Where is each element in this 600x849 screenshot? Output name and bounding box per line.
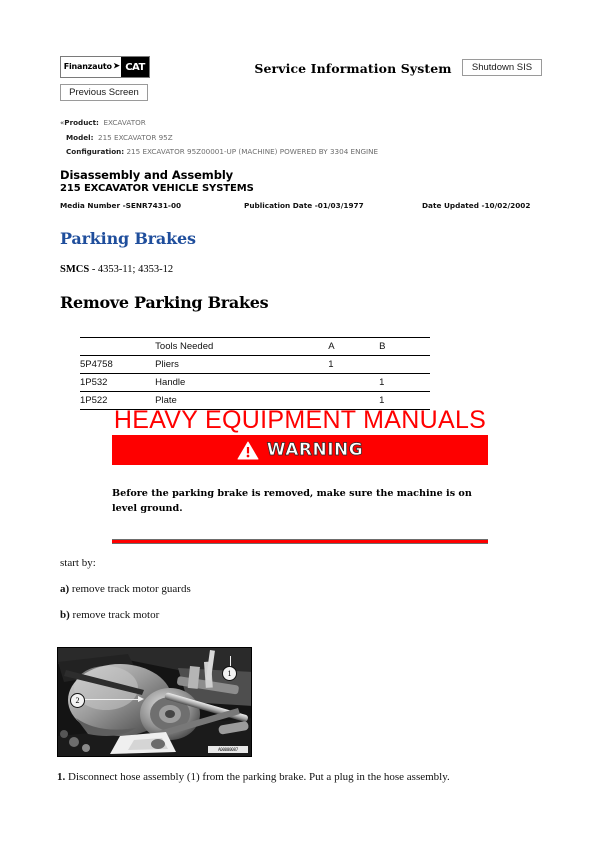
figure-caption bbox=[57, 771, 527, 783]
step-marker: b) bbox=[60, 609, 70, 621]
breadcrumb-product[interactable] bbox=[60, 116, 530, 131]
tool-part-number: 1P522 bbox=[80, 395, 108, 406]
callout-marker-2: 2 bbox=[70, 693, 85, 708]
document-meta bbox=[60, 168, 530, 212]
callout-marker-1: 1 bbox=[222, 666, 237, 681]
breadcrumb-configuration-key: Configuration: bbox=[66, 146, 125, 156]
publication-date: Publication Date -01/03/1977 bbox=[244, 200, 364, 210]
column-header-tools-needed: Tools Needed bbox=[155, 341, 214, 352]
tool-name: Pliers bbox=[155, 359, 179, 370]
list-item bbox=[60, 609, 480, 621]
document-title: Disassembly and Assembly bbox=[60, 168, 234, 182]
tool-qty-b: 1 bbox=[379, 377, 385, 388]
tools-needed-table bbox=[80, 337, 430, 410]
app-title: Service Information System bbox=[254, 61, 452, 76]
callout-2-arrowhead bbox=[138, 696, 144, 702]
cat-logo: CAT bbox=[121, 57, 149, 77]
tool-qty-b bbox=[379, 356, 430, 374]
breadcrumb bbox=[60, 116, 530, 159]
tool-qty-a bbox=[328, 374, 379, 392]
photo-id-tag: A00000087 bbox=[208, 746, 248, 753]
finanzauto-cat-logo bbox=[60, 56, 150, 78]
table-row bbox=[80, 356, 430, 374]
breadcrumb-product-value: EXCAVATOR bbox=[103, 118, 146, 127]
warning-body-text: Before the parking brake is removed, make sure the machine is on level ground. bbox=[112, 488, 472, 514]
warning-triangle-icon bbox=[237, 441, 259, 460]
chevron-right-icon: ➤ bbox=[112, 61, 121, 71]
breadcrumb-configuration-value: 215 EXCAVATOR 95Z00001-UP (MACHINE) POWERED BY 3304 ENGINE bbox=[126, 146, 379, 156]
breadcrumb-product-key: Product: bbox=[64, 118, 99, 127]
figure-photograph bbox=[57, 647, 252, 757]
smcs-label: SMCS bbox=[60, 264, 90, 275]
watermark: HEAVY EQUIPMENT MANUALS bbox=[113, 406, 487, 434]
previous-screen-button[interactable]: Previous Screen bbox=[60, 84, 148, 101]
breadcrumb-back-icon[interactable]: « bbox=[60, 119, 65, 127]
page-header bbox=[60, 56, 542, 106]
warning-bottom-rule bbox=[112, 539, 488, 544]
table-header-row bbox=[80, 338, 430, 356]
photo-graphic bbox=[58, 648, 252, 757]
date-updated: Date Updated -10/02/2002 bbox=[422, 200, 531, 210]
tool-qty-b: 1 bbox=[379, 395, 385, 406]
procedure-title: Remove Parking Brakes bbox=[60, 293, 269, 312]
step-text: remove track motor guards bbox=[71, 583, 191, 595]
document-subtitle: 215 EXCAVATOR VEHICLE SYSTEMS bbox=[60, 183, 254, 195]
caption-text: Disconnect hose assembly (1) from the parking brake. Put a plug in the hose assembly. bbox=[68, 771, 450, 783]
step-marker: a) bbox=[60, 583, 70, 595]
finanzauto-wordmark: Finanzauto bbox=[63, 62, 112, 71]
tool-part-number: 1P532 bbox=[80, 377, 108, 388]
breadcrumb-model-value: 215 EXCAVATOR 95Z bbox=[98, 132, 173, 142]
start-by-steps bbox=[60, 557, 480, 635]
warning-banner bbox=[112, 435, 488, 465]
section-title: Parking Brakes bbox=[60, 229, 196, 248]
column-header-a: A bbox=[328, 341, 335, 352]
callout-2-leader-line bbox=[83, 699, 141, 700]
column-header-b: B bbox=[379, 341, 386, 352]
warning-label: WARNING bbox=[266, 440, 364, 460]
media-number: Media Number -SENR7431-00 bbox=[60, 200, 182, 210]
list-item bbox=[60, 583, 480, 595]
tool-name: Handle bbox=[155, 377, 186, 388]
smcs-value: - 4353-11; 4353-12 bbox=[91, 264, 174, 275]
finanzauto-logo bbox=[61, 57, 121, 77]
tool-qty-a: 1 bbox=[328, 359, 334, 370]
tool-name: Plate bbox=[155, 395, 177, 406]
table-row bbox=[80, 374, 430, 392]
document-meta-row bbox=[60, 201, 530, 212]
shutdown-sis-button[interactable]: Shutdown SIS bbox=[462, 59, 542, 76]
start-by-intro: start by: bbox=[60, 557, 96, 569]
tool-part-number: 5P4758 bbox=[80, 359, 113, 370]
step-text: remove track motor bbox=[72, 609, 160, 621]
breadcrumb-model[interactable] bbox=[60, 131, 530, 145]
smcs-line bbox=[60, 264, 173, 275]
breadcrumb-model-key: Model: bbox=[66, 132, 94, 142]
column-header-part bbox=[80, 338, 149, 356]
breadcrumb-configuration[interactable] bbox=[60, 145, 530, 159]
caption-number: 1. bbox=[57, 771, 66, 783]
